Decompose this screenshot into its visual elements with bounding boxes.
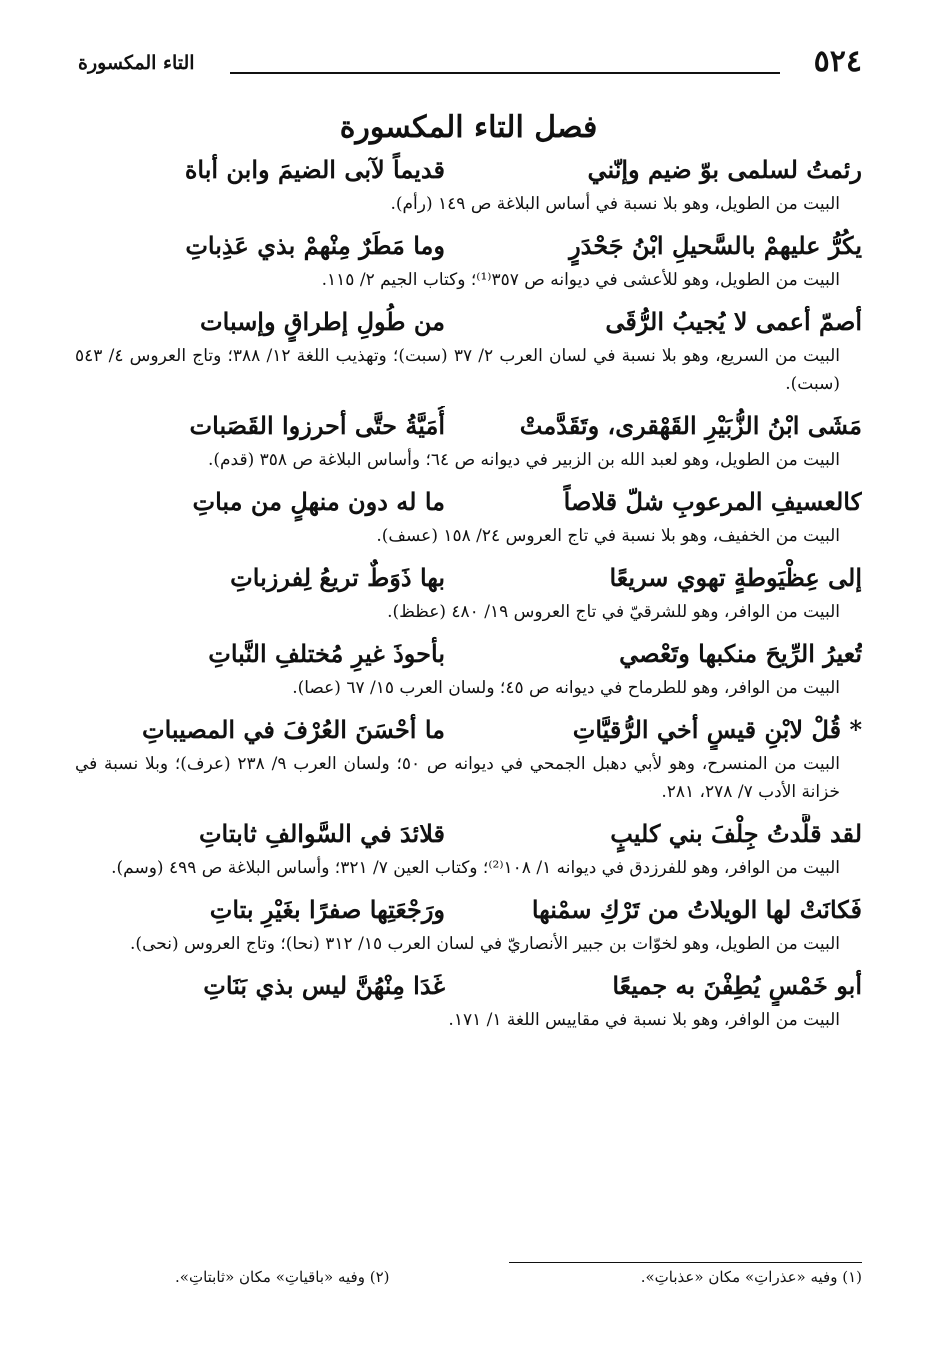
verse-line bbox=[75, 710, 862, 750]
verse-entry bbox=[75, 814, 862, 882]
verse-entry bbox=[75, 966, 862, 1034]
first-hemistich: لقد قلَّدتُ جِلْفَ بني كليبٍ bbox=[610, 819, 862, 848]
first-hemistich: كالعسيفِ المرعوبِ شلّ قلاصاً bbox=[563, 487, 862, 516]
second-hemistich: قلائدَ في السَّوالفِ ثابتاتِ bbox=[198, 819, 445, 848]
verse-note: البيت من السريع، وهو بلا نسبة في لسان العرب ٢/ ٣٧ (سبت)؛ وتهذيب اللغة ١٢/ ٣٨٨؛ وتاج العروس ٤/ ٥٤٣ (سبت). bbox=[75, 346, 841, 394]
first-hemistich: يكُرُّ عليهمْ بالسَّحيلِ ابْنُ جَحْدَرٍ bbox=[569, 231, 862, 260]
footnote-rule bbox=[509, 1262, 862, 1263]
verse-line bbox=[75, 634, 862, 674]
footnote-2: (٢) وفيه «باقياتِ» مكان «ثابتاتِ». bbox=[175, 1268, 390, 1286]
verse-entry bbox=[75, 558, 862, 626]
verse-note: البيت من الطويل، وهو لعبد الله بن الزبير في ديوانه ص ٦٤؛ وأساس البلاغة ص ٣٥٨ (قدم). bbox=[207, 450, 840, 470]
verse-note: البيت من الطويل، وهو لخوّات بن جبير الأنصاريّ في لسان العرب ١٥/ ٣١٢ (نحا)؛ وتاج العروس (نحى). bbox=[130, 934, 840, 954]
verse-line bbox=[75, 890, 862, 930]
verse-line bbox=[75, 814, 862, 854]
verse-note: البيت من الطويل، وهو للأعشى في ديوانه ص ٣٥٧⁽¹⁾؛ وكتاب الجيم ٢/ ١١٥. bbox=[321, 270, 840, 290]
verse-line bbox=[75, 406, 862, 446]
verse-entry bbox=[75, 302, 862, 398]
verse-note: البيت من الوافر، وهو للطرماح في ديوانه ص ٤٥؛ ولسان العرب ١٥/ ٦٧ (عصا). bbox=[292, 678, 840, 698]
second-hemistich: قديماً لآبى الضيمَ وابن أباة bbox=[184, 155, 445, 184]
first-hemistich: * قُلْ لابْنِ قيسٍ أخي الرُّقيَّاتِ bbox=[572, 715, 862, 744]
footnotes bbox=[75, 1268, 862, 1298]
second-hemistich: ورَجْعَتِها صفرًا بغَيْرِ بتاتِ bbox=[209, 895, 445, 924]
footnote-1: (١) وفيه «عذراتِ» مكان «عذباتِ». bbox=[640, 1268, 862, 1286]
verse-note: البيت من الوافر، وهو للفرزدق في ديوانه ١/ ١٠٨⁽²⁾؛ وكتاب العين ٧/ ٣٢١؛ وأساس البلاغة ص ٤٩٩ (وسم). bbox=[111, 858, 840, 878]
verse-note: البيت من الطويل، وهو بلا نسبة في أساس البلاغة ص ١٤٩ (رأم). bbox=[390, 194, 840, 214]
verse-note: البيت من الوافر، وهو للشرقيّ في تاج العروس ١٩/ ٤٨٠ (عظظ). bbox=[387, 602, 840, 622]
verse-entry bbox=[75, 406, 862, 474]
verse-line bbox=[75, 302, 862, 342]
second-hemistich: وما مَطَرٌ مِنْهمْ بذي عَذِباتِ bbox=[185, 231, 445, 260]
verse-entry bbox=[75, 890, 862, 958]
first-hemistich: أبو خَمْسٍ يُطِفْنَ به جميعًا bbox=[612, 971, 862, 1000]
page-header bbox=[78, 44, 862, 84]
verse-entry bbox=[75, 482, 862, 550]
verse-line bbox=[75, 150, 862, 190]
first-hemistich: أصمّ أعمى لا يُجيبُ الرُّقَى bbox=[605, 307, 862, 336]
first-hemistich: إلى عِظْيَوطةٍ تهوي سريعًا bbox=[609, 563, 862, 592]
second-hemistich: ما أحْسَنَ العُرْفَ في المصيباتِ bbox=[142, 715, 445, 744]
second-hemistich: بها ذَوَطٌ تريعُ لِفرزباتِ bbox=[230, 563, 445, 592]
verse-entry bbox=[75, 226, 862, 294]
verse-line bbox=[75, 226, 862, 266]
verse-note: البيت من المنسرح، وهو لأبي دهبل الجمحي في ديوانه ص ٥٠؛ ولسان العرب ٩/ ٢٣٨ (عرف)؛ وبلا نسبة في خزانة الأدب ٧/ ٢٧٨، ٢٨١. bbox=[75, 754, 841, 802]
second-hemistich: غَدَا مِنْهُنَّ ليس بذي بَنَاتِ bbox=[203, 971, 445, 1000]
first-hemistich: تُعيرُ الرِّيحَ منكبها وتَعْصي bbox=[619, 639, 862, 668]
verse-note: البيت من الوافر، وهو بلا نسبة في مقاييس اللغة ١/ ١٧١. bbox=[448, 1010, 840, 1030]
chapter-title: فصل التاء المكسورة bbox=[339, 110, 598, 145]
header-rule bbox=[230, 72, 780, 74]
verse-line bbox=[75, 558, 862, 598]
second-hemistich: بأحوذَ غيرِ مُختلفِ النَّباتِ bbox=[208, 639, 445, 668]
verse-note: البيت من الخفيف، وهو بلا نسبة في تاج العروس ٢٤/ ١٥٨ (عسف). bbox=[376, 526, 840, 546]
second-hemistich: من طُولِ إطراقٍ وإسبات bbox=[200, 307, 445, 336]
verse-line bbox=[75, 482, 862, 522]
verse-entry bbox=[75, 634, 862, 702]
first-hemistich: مَشَى ابْنُ الزُّبَيْرِ القَهْقرى، وتَقَدَّمتْ bbox=[519, 411, 862, 440]
verse-entry bbox=[75, 710, 862, 806]
verse-entry bbox=[75, 150, 862, 218]
running-title: التاء المكسورة bbox=[78, 52, 195, 74]
first-hemistich: رئمتُ لسلمى بوّ ضيم وإنّني bbox=[587, 155, 862, 184]
verse-line bbox=[75, 966, 862, 1006]
first-hemistich: فَكانَتْ لها الويلاتُ من تَرْكِ سمْنها bbox=[531, 895, 862, 924]
page-number: ٥٢٤ bbox=[813, 44, 862, 79]
second-hemistich: ما له دون منهلٍ من مباتِ bbox=[192, 487, 445, 516]
verse-entries bbox=[75, 150, 862, 1042]
second-hemistich: أُمَيَّةُ حتَّى أحرزوا القَصَبات bbox=[189, 411, 445, 440]
